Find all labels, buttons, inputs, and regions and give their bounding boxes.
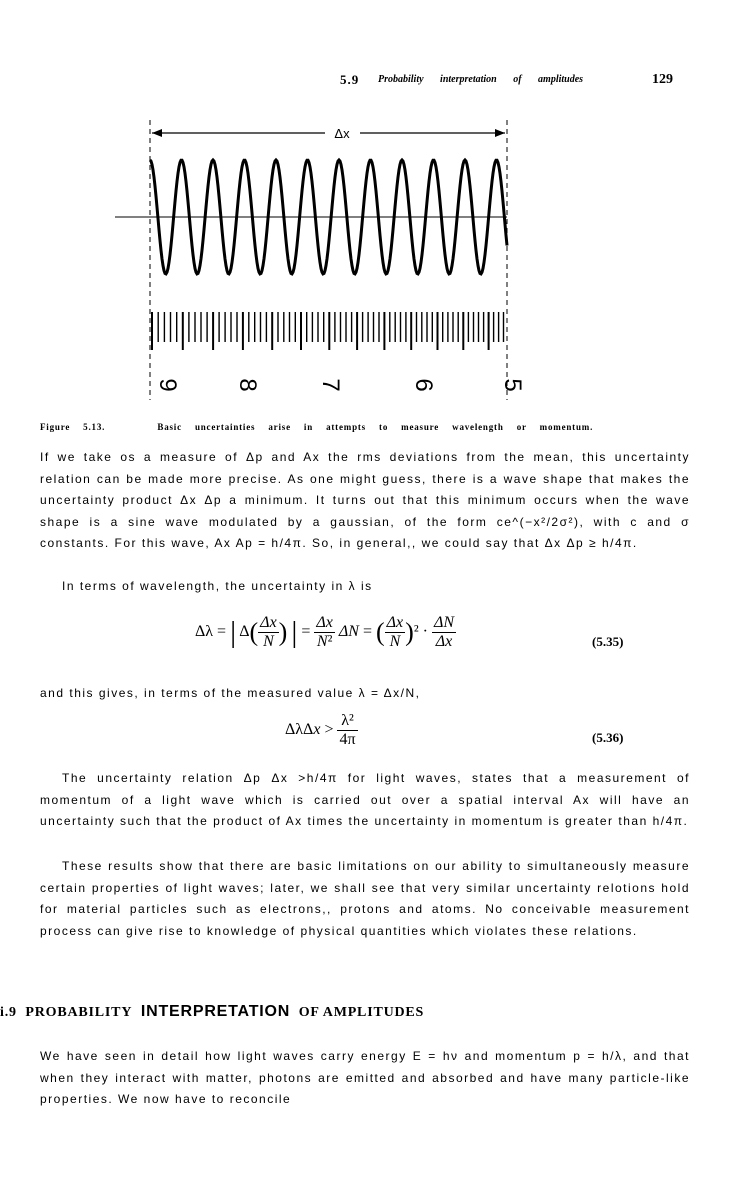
- figure-caption: [40, 422, 700, 432]
- running-title: Probability interpretation of amplitudes: [378, 74, 584, 85]
- ruler-number-9: 9: [154, 378, 181, 392]
- section-heading: [0, 1003, 424, 1021]
- equation-5-36: ΔλΔx > $\frac{\text{λ²}}{4\pi}$: [285, 712, 356, 748]
- equation-5-35: Δλ = | Δ( $\frac{\Delta x}{N}$ ) | = $\frac{\Delta x}{\text{N²}}$ ΔN = ( $\frac{\Delta x}{N}$ )² · $\frac{\Delta N}{\Delta x}$: [195, 614, 455, 650]
- figure-wave-ruler: [0, 110, 746, 420]
- paragraph-5: These results show that there are basic limitations on our ability to simultaneously measure certain properties of light waves; later, we shall see that very similar uncertainty relotions hold for material particles such as electrons,, protons and atoms. No conceivable measurement process can give rise to knowledge of physical quantities which violates these relations.: [40, 859, 690, 938]
- width-label: Δx: [334, 126, 350, 141]
- section-heading-word1: PROBABILITY: [25, 1005, 133, 1020]
- page-number: 129: [652, 72, 673, 87]
- paragraph-2: In terms of wavelength, the uncertainty in λ is: [62, 579, 373, 593]
- ruler-number-8: 8: [234, 378, 261, 392]
- equation-5-36-number: (5.36): [592, 730, 624, 745]
- section-heading-word2: INTERPRETATION: [140, 1003, 291, 1020]
- paragraph-1: If we take os a measure of Δp and Ax the rms deviations from the mean, this uncertainty relation can be made more precise. As one might guess, there is a wave shape that makes the uncertainty product Δx Δp a minimum. It turns out that this minimum occurs when the wave shape is a sine wave modulated by a gaussian, of the form ce^(−x²/2σ²), with c and σ constants. For this wave, Ax Ap = h/4π. So, in general,, we could say that Δx Δp ≥ h/4π.: [40, 450, 690, 550]
- caption-label: Figure 5.13.: [40, 422, 106, 432]
- paragraph-4: The uncertainty relation Δp Δx >h/4π for light waves, states that a measurement of momentum of a light wave which is carried out over a spatial interval Ax will have an uncertainty such that the product of Ax times the uncertainty in momentum is greater than h/4π.: [40, 771, 690, 828]
- paragraph-3: and this gives, in terms of the measured value λ = Δx/N,: [40, 686, 421, 700]
- caption-text: Basic uncertainties arise in attempts to measure wavelength or momentum.: [157, 422, 594, 432]
- ruler-number-5: 5: [499, 378, 526, 392]
- paragraph-6: We have seen in detail how light waves carry energy E = hν and momentum p = h/λ, and that when they interact with matter, photons are emitted and absorbed and have many particle-like properties. We now have to reconcile: [40, 1049, 690, 1106]
- ruler-ticks: [152, 312, 504, 350]
- section-heading-number: i.9: [0, 1005, 17, 1020]
- ruler-number-7: 7: [317, 378, 344, 392]
- equation-5-35-number: (5.35): [592, 634, 624, 649]
- section-number: 5.9: [340, 72, 360, 87]
- section-heading-word3: OF AMPLITUDES: [298, 1005, 425, 1020]
- ruler-number-6: 6: [410, 378, 437, 392]
